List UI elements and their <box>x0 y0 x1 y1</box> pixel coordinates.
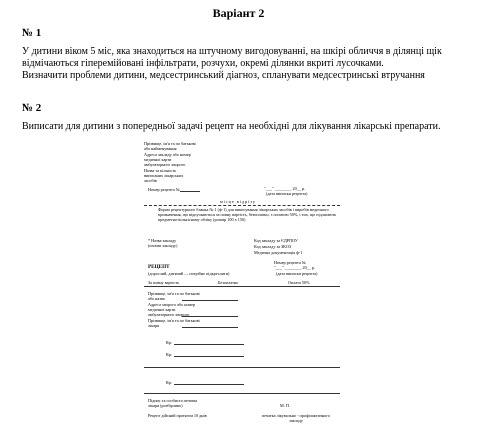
patient-line-6: Прізвище, ім'я та по батькові <box>148 318 200 323</box>
divider-2 <box>144 367 340 368</box>
prescription-form <box>144 141 340 429</box>
stamp-line-4: медичної карти <box>144 157 172 162</box>
patient-line-1: Прізвище, ім'я та по батькові <box>148 291 200 296</box>
stamp-caption: печатка лікувально - профілактичного закладу <box>262 413 330 423</box>
stamp-line-7: виписаних лікарських <box>144 173 184 178</box>
recipe-number-label: Номер рецепта № <box>274 260 306 265</box>
cut-line-text: місце відрізу <box>220 199 257 204</box>
patient-underline-2 <box>182 316 238 317</box>
patient-line-7: лікаря <box>148 323 160 328</box>
number-label: Номер рецепта № <box>148 187 180 192</box>
task1-text <box>22 46 462 82</box>
patient-underline-3 <box>182 327 238 328</box>
edrpou-label: Код закладу за ЄДРПОУ <box>254 238 298 243</box>
recipe-caption: (дорослий, дитячий — потрібне підкреслити) <box>148 271 230 276</box>
patient-line-3: Адреса хворого або номер <box>148 302 196 307</box>
rp-2: Rp: <box>166 352 173 357</box>
date-line: "___" ________ 20__ р. <box>264 186 306 191</box>
signature-caption: лікаря (розбірливо) <box>148 403 183 408</box>
rp-1-underline <box>174 344 244 345</box>
date-caption: (дата виписки рецепта) <box>266 191 308 196</box>
stamp-line-6: Назва та кількість <box>144 168 177 173</box>
page-title: Варіант 2 <box>212 6 265 20</box>
validity-text: Рецепт дійсний протягом 10 днів <box>148 413 207 418</box>
stamp-line-5: амбулаторного хворого <box>144 162 186 167</box>
pay-half: Оплата 50% <box>288 280 310 285</box>
institution-name-label: * Назва закладу <box>148 238 177 243</box>
patient-underline-1 <box>182 300 238 301</box>
med-doc-label: Медична документація ф-1 <box>254 250 303 255</box>
divider-3 <box>144 393 340 394</box>
patient-line-4: медичної карти <box>148 307 176 312</box>
form-note: Форма рецептурного бланка № 1 (ф-1) для виписування лікарських засобів і виробів медичного призначення, що відпускаються за повну вартість, безоплатно, з оплатою 50%, і тих, що підлягають предметно-кількісному обліку (розмір 100 х 150) <box>158 207 337 222</box>
stamp-line-1: Прізвище, ім'я та по батькові <box>144 141 196 146</box>
task1-line-1: У дитини віком 5 міс, яка знаходиться на штучному вигодовуванні, на шкірі обличчя в ділянці щік <box>22 46 442 57</box>
task2-heading: № 2 <box>22 102 42 114</box>
rp-3: Rp: <box>166 380 173 385</box>
stamp-line-8: засобів <box>144 178 157 183</box>
divider-1 <box>144 286 340 287</box>
rp-1: Rp: <box>166 340 173 345</box>
recipe-date-caption: (дата виписки рецепта) <box>276 271 318 276</box>
task1-line-2: відмічаються гіперемійовані інфільтрати, розчухи, окремі ділянки вкриті лусочками. <box>22 58 384 69</box>
mp-label: М. П. <box>280 403 290 408</box>
rp-2-underline <box>174 356 244 357</box>
recipe-word: РЕЦЕПТ <box>148 264 170 270</box>
stamp-line-2: або найменування <box>144 146 177 151</box>
pay-free: Безоплатно <box>218 280 239 285</box>
task2-text: Виписати для дитини з попередньої задачі рецепт на необхідні для лікування лікарські препарати. <box>22 121 441 132</box>
institution-name-caption: (штамп закладу) <box>148 243 178 248</box>
signature-label: Підпис та особиста печатка <box>148 398 198 403</box>
moz-code-label: Код закладу за ЗКОЗ <box>254 244 291 249</box>
rp-3-underline <box>174 384 244 385</box>
patient-line-5: амбулаторного хворого <box>148 312 190 317</box>
recipe-date: "___" ________ 20__ р. <box>274 265 316 270</box>
patient-line-2: або назва <box>148 296 165 301</box>
cut-line <box>144 205 340 206</box>
pay-full: За повну вартість <box>148 280 180 285</box>
task1-heading: № 1 <box>22 27 42 39</box>
task1-line-3: Визначити проблеми дитини, медсестринський діагноз, спланувати медсестринські втручання <box>22 70 425 81</box>
stamp-line-3: Адреса закладу або номер <box>144 152 191 157</box>
number-underline <box>180 191 200 192</box>
